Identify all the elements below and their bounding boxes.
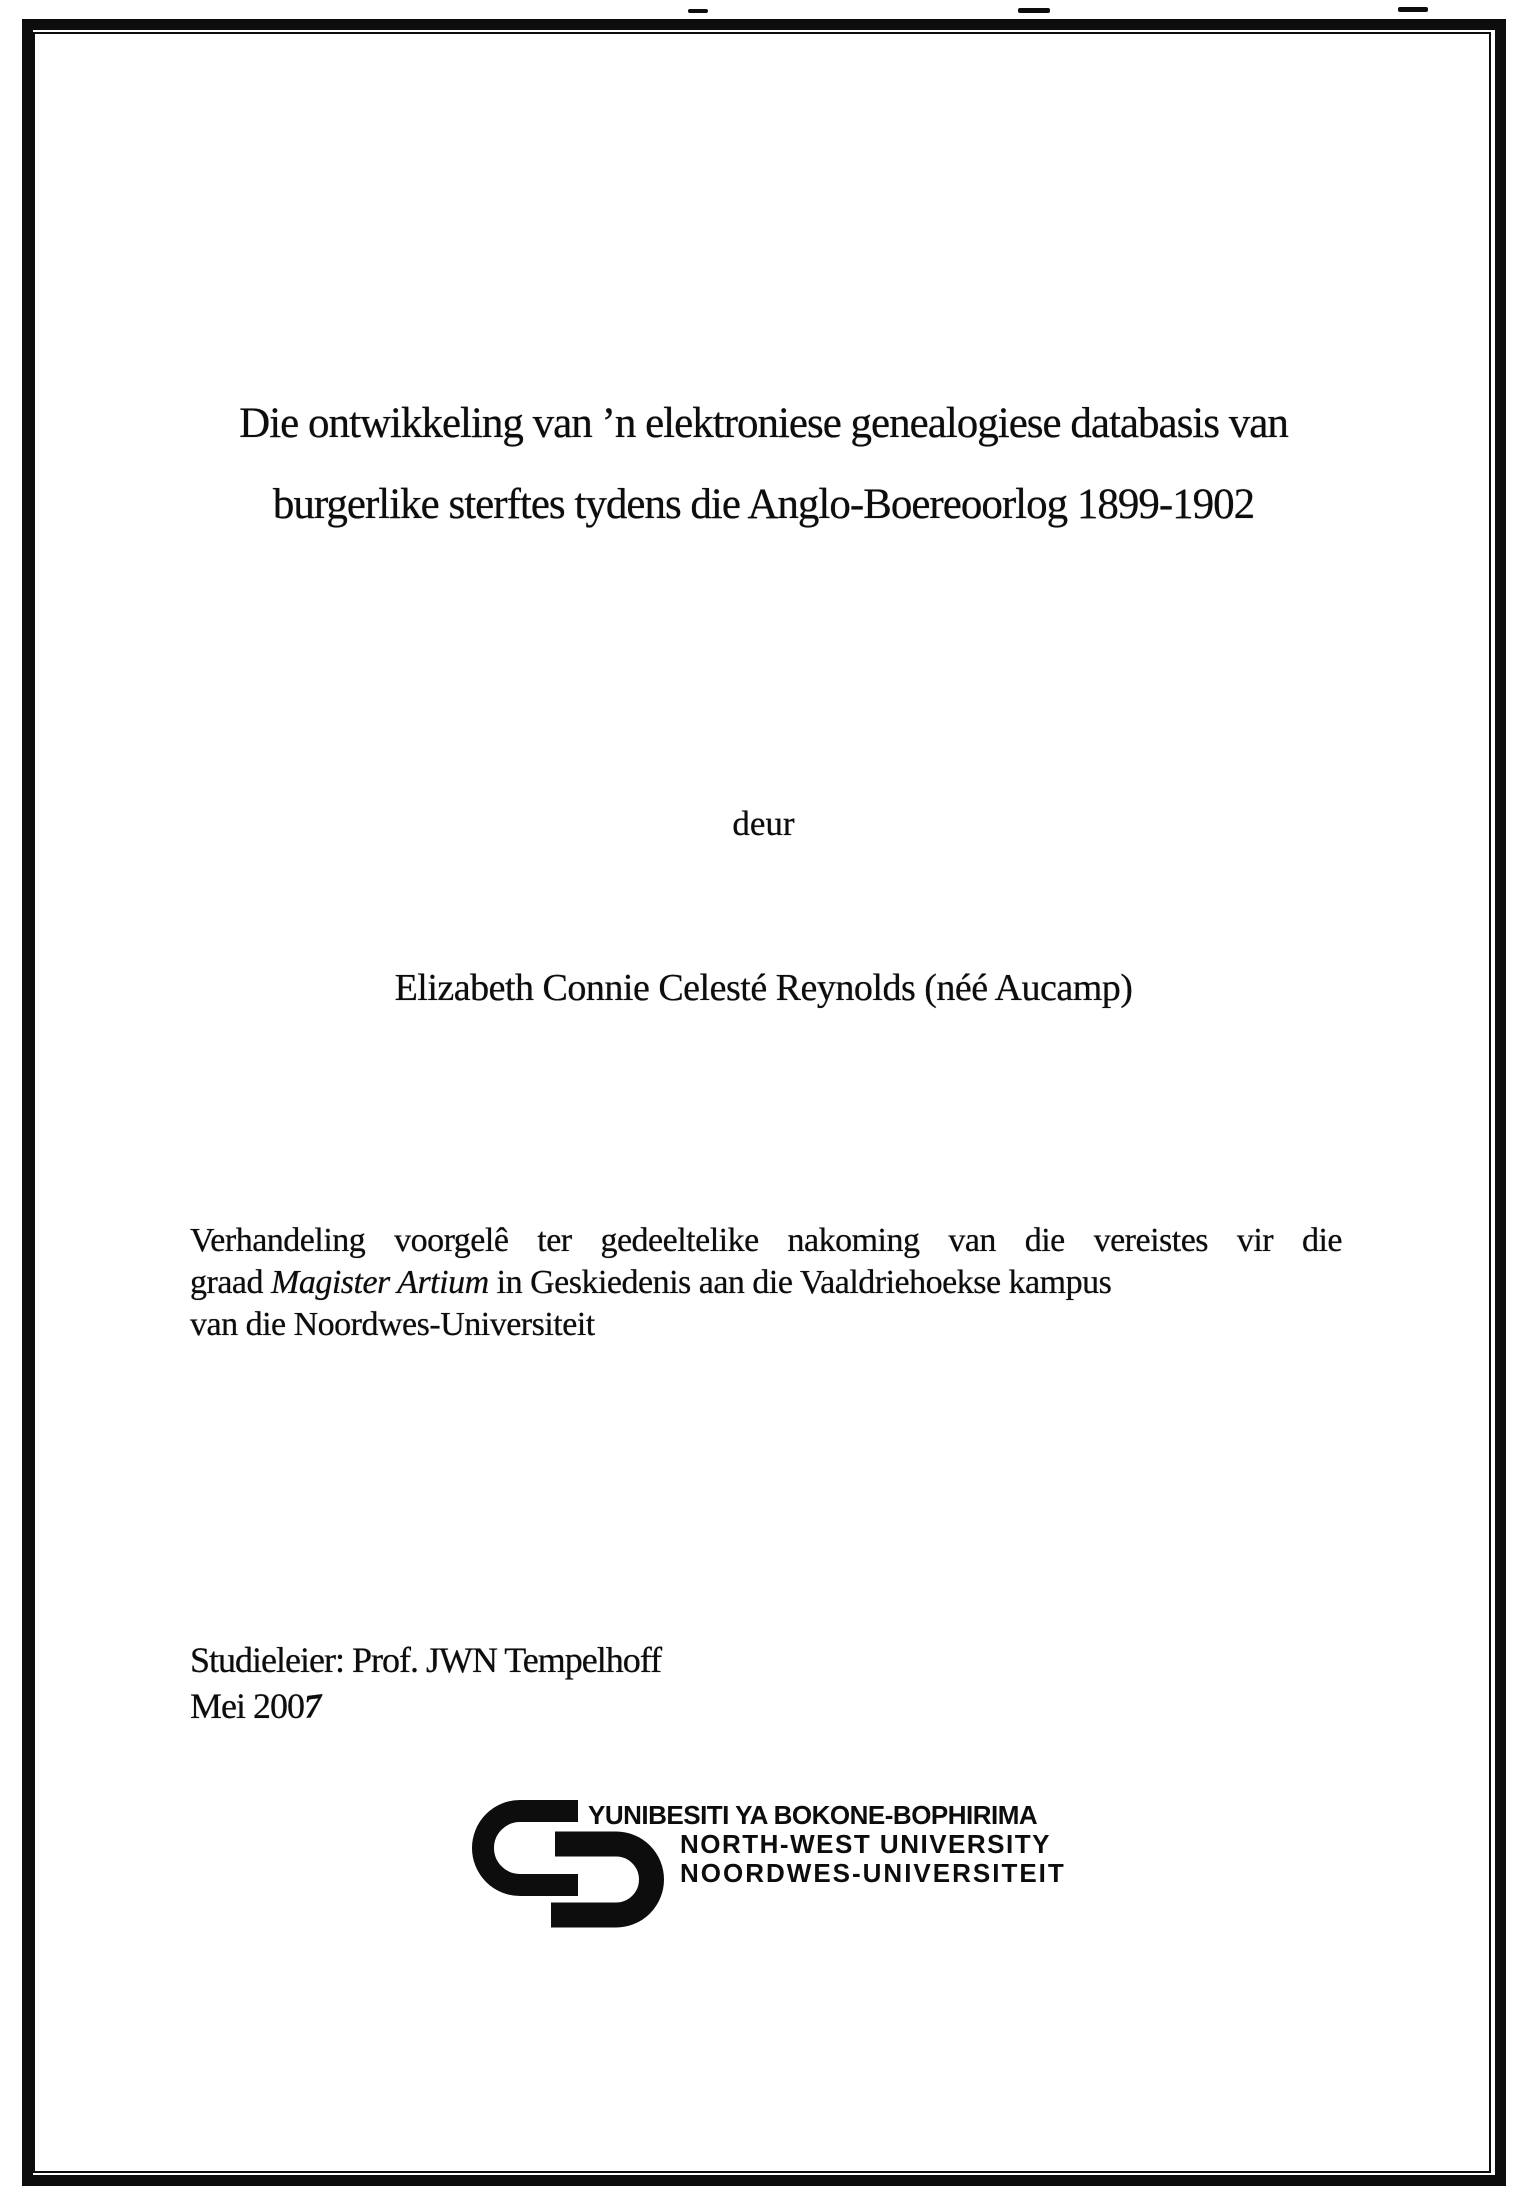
degree-statement-line3: van die Noordwes-Universiteit [190,1306,595,1343]
date-prefix: Mei 200 [190,1686,304,1726]
degree-statement-line2-prefix: graad [190,1264,272,1301]
degree-statement [190,1220,1342,1346]
thesis-title-line1: Die ontwikkeling van ’n elektroniese genealogiese databasis van [239,400,1288,447]
thesis-title-line2: burgerlike sterftes tydens die Anglo-Boereoorlog 1899-1902 [272,481,1255,528]
date-line [190,1683,661,1729]
date-last-digit: 7 [301,1686,324,1726]
degree-name: Magister Artium [271,1264,489,1301]
university-wordmark [588,1801,1066,1888]
thesis-title [110,383,1417,545]
scan-artifact [1018,8,1050,13]
logo-text-english: NORTH-WEST UNIVERSITY [680,1829,1051,1859]
supervisor-line: Studieleier: Prof. JWN Tempelhoff [190,1640,662,1680]
scan-artifact [688,9,708,13]
author-name: Elizabeth Connie Celesté Reynolds (néé Aucamp) [394,967,1133,1009]
scan-artifact [1398,7,1428,12]
degree-statement-line1: Verhandeling voorgelê ter gedeeltelike nakoming van die vereistes vir die [190,1222,1342,1259]
supervisor-block [190,1637,661,1729]
degree-statement-line2 [190,1262,1342,1304]
logo-text-setswana: YUNIBESITI YA BOKONE-BOPHIRIMA [588,1800,1038,1830]
logo-text-afrikaans: NOORDWES-UNIVERSITEIT [680,1858,1066,1888]
degree-statement-line2-suffix: in Geskiedenis aan die Vaaldriehoekse kampus [488,1264,1112,1301]
byline-deur: deur [732,804,795,843]
